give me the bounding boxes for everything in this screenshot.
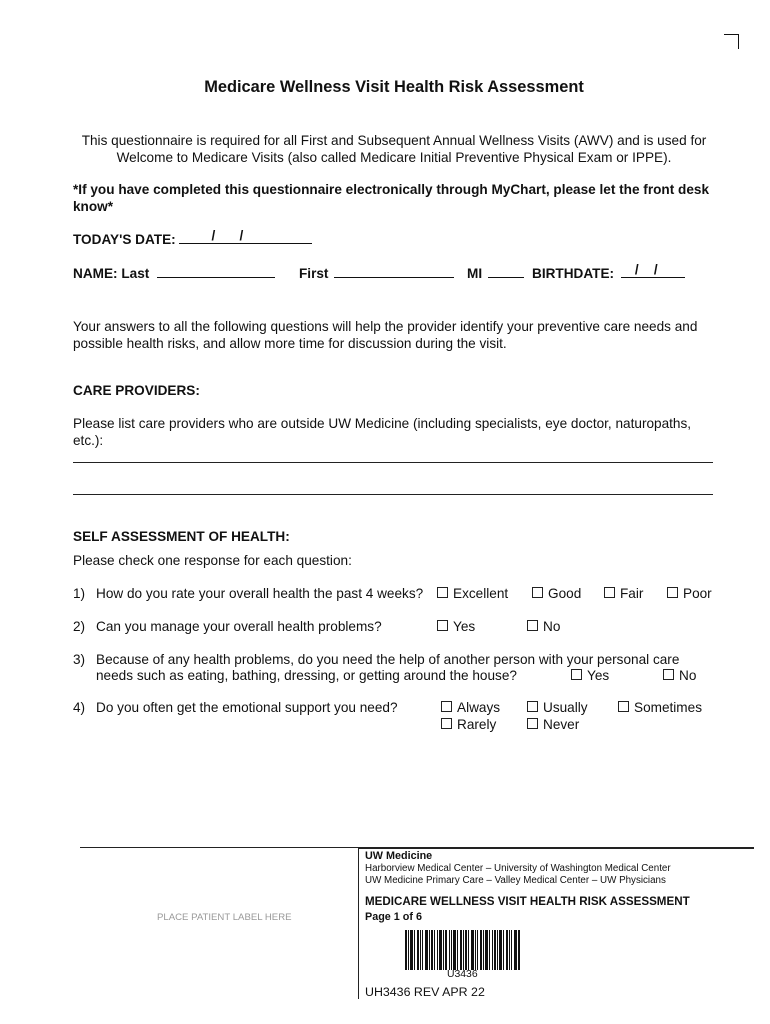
q1-option-good[interactable]: Good bbox=[532, 586, 581, 601]
footer-line2: UW Medicine Primary Care – Valley Medical Center – UW Physicians bbox=[365, 875, 666, 886]
first-name-field[interactable] bbox=[334, 264, 454, 278]
first-name-row bbox=[299, 264, 454, 281]
q3-text-line2: needs such as eating, bathing, dressing, or getting around the house? bbox=[96, 668, 517, 683]
checkbox[interactable] bbox=[527, 701, 538, 712]
date-separator-2: / bbox=[239, 228, 244, 243]
todays-date-field[interactable] bbox=[179, 230, 312, 244]
q4-option-never[interactable]: Never bbox=[527, 717, 579, 732]
checkbox[interactable] bbox=[441, 701, 452, 712]
q4-option-rarely[interactable]: Rarely bbox=[441, 717, 496, 732]
q3-option-no[interactable]: No bbox=[663, 668, 696, 683]
mi-field[interactable] bbox=[488, 264, 524, 278]
mychart-note: *If you have completed this questionnaire electronically through MyChart, please let the front desk know* bbox=[73, 182, 710, 214]
footer-line1: Harborview Medical Center – University of Washington Medical Center bbox=[365, 863, 671, 874]
q4-text: Do you often get the emotional support you need? bbox=[96, 700, 398, 715]
q2-text: Can you manage your overall health problems? bbox=[96, 619, 382, 634]
q4-option-usually[interactable]: Usually bbox=[527, 700, 588, 715]
footer-form-title: MEDICARE WELLNESS VISIT HEALTH RISK ASSESSMENT bbox=[365, 895, 690, 908]
q1-number: 1) bbox=[73, 586, 86, 601]
barcode-bars bbox=[405, 930, 520, 970]
self-assessment-heading: SELF ASSESSMENT OF HEALTH: bbox=[73, 529, 290, 544]
checkbox[interactable] bbox=[532, 587, 543, 598]
mi-label: MI bbox=[467, 266, 483, 281]
q3-option-yes[interactable]: Yes bbox=[571, 668, 609, 683]
barcode-text: U3436 bbox=[447, 969, 478, 980]
footer-org: UW Medicine bbox=[365, 850, 433, 862]
intro-text: This questionnaire is required for all First and Subsequent Annual Wellness Visits (AWV) and is used for Welcome to Medicare Visits (also called Medicare Initial Preventive Physical Exam or IPPE). bbox=[81, 133, 707, 165]
birthdate-separator-1: / bbox=[634, 262, 639, 277]
checkbox[interactable] bbox=[618, 701, 629, 712]
checkbox[interactable] bbox=[571, 669, 582, 680]
q1-text: How do you rate your overall health the past 4 weeks? bbox=[96, 586, 424, 601]
barcode bbox=[405, 930, 520, 970]
q3-text-line1: Because of any health problems, do you need the help of another person with your personal care bbox=[96, 652, 680, 667]
first-name-label: First bbox=[299, 266, 329, 281]
footer-divider bbox=[358, 847, 359, 999]
checkbox[interactable] bbox=[437, 587, 448, 598]
todays-date-label: TODAY'S DATE: bbox=[73, 232, 176, 247]
q1-option-fair[interactable]: Fair bbox=[604, 586, 643, 601]
self-assessment-instruction: Please check one response for each question: bbox=[73, 553, 352, 568]
q4-option-always[interactable]: Always bbox=[441, 700, 500, 715]
care-providers-heading: CARE PROVIDERS: bbox=[73, 383, 200, 398]
q3-number: 3) bbox=[73, 652, 86, 667]
birthdate-separator-2: / bbox=[653, 262, 658, 277]
q2-option-yes[interactable]: Yes bbox=[437, 619, 475, 634]
care-providers-line-1[interactable] bbox=[73, 462, 713, 463]
q4-option-sometimes[interactable]: Sometimes bbox=[618, 700, 702, 715]
last-name-field[interactable] bbox=[157, 264, 275, 278]
last-name-label: NAME: Last bbox=[73, 266, 150, 281]
form-revision: UH3436 REV APR 22 bbox=[365, 985, 485, 999]
care-providers-line-2[interactable] bbox=[73, 494, 713, 495]
care-providers-prompt: Please list care providers who are outside UW Medicine (including specialists, eye doctor, naturopaths, etc.): bbox=[73, 416, 692, 448]
checkbox[interactable] bbox=[667, 587, 678, 598]
mi-row bbox=[467, 264, 524, 281]
form-title: Medicare Wellness Visit Health Risk Assessment bbox=[204, 78, 584, 96]
footer-page-number: Page 1 of 6 bbox=[365, 911, 423, 923]
corner-registration-mark bbox=[724, 34, 739, 49]
checkbox[interactable] bbox=[441, 718, 452, 729]
checkbox[interactable] bbox=[663, 669, 674, 680]
q4-number: 4) bbox=[73, 700, 86, 715]
footer-rule-left bbox=[80, 847, 358, 848]
todays-date-row bbox=[73, 230, 312, 247]
q1-option-excellent[interactable]: Excellent bbox=[437, 586, 508, 601]
birthdate-row bbox=[532, 264, 685, 281]
q2-number: 2) bbox=[73, 619, 86, 634]
checkbox[interactable] bbox=[527, 718, 538, 729]
answers-intro: Your answers to all the following questions will help the provider identify your preventive care needs and possible health risks, and allow more time for discussion during the visit. bbox=[73, 319, 698, 351]
q2-option-no[interactable]: No bbox=[527, 619, 560, 634]
checkbox[interactable] bbox=[604, 587, 615, 598]
birthdate-label: BIRTHDATE: bbox=[532, 266, 615, 281]
patient-label-placeholder: PLACE PATIENT LABEL HERE bbox=[157, 912, 292, 923]
birthdate-field[interactable] bbox=[621, 264, 685, 278]
name-row bbox=[73, 264, 275, 281]
checkbox[interactable] bbox=[527, 620, 538, 631]
date-separator-1: / bbox=[211, 228, 216, 243]
q1-option-poor[interactable]: Poor bbox=[667, 586, 712, 601]
checkbox[interactable] bbox=[437, 620, 448, 631]
footer-rule-right bbox=[358, 847, 754, 849]
